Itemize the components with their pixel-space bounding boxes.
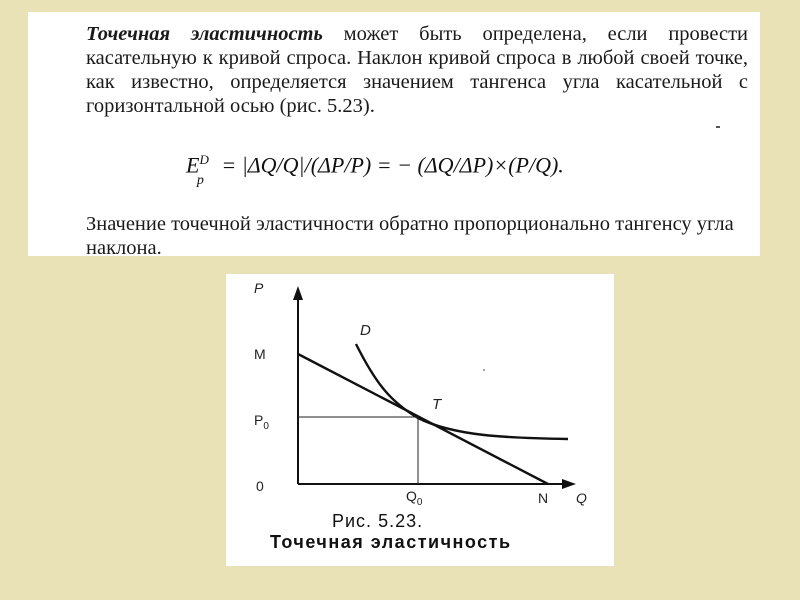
label-n: N: [538, 490, 549, 506]
label-d: D: [360, 322, 371, 339]
label-t: T: [432, 396, 442, 413]
stray-dot: [483, 369, 485, 371]
axis-label-p: P: [254, 280, 264, 296]
label-m: M: [254, 346, 266, 362]
tangent-line-mn: [298, 354, 548, 484]
formula-rhs: = |ΔQ/Q|/(ΔP/P) = − (ΔQ/ΔP)×(P/Q).: [215, 152, 564, 178]
formula-lhs-main: E: [186, 152, 200, 178]
label-p0-main: P: [254, 412, 264, 428]
figure-caption-number: Рис. 5.23.: [332, 511, 424, 531]
elasticity-formula: [186, 152, 564, 189]
label-q0: [406, 488, 422, 508]
formula-lhs-sup: D: [199, 152, 209, 167]
axis-label-q: Q: [576, 490, 587, 506]
figure-caption-title: Точечная эластичность: [270, 532, 512, 552]
label-p0: [254, 412, 269, 432]
label-origin: 0: [256, 478, 264, 494]
p-axis-arrow: [293, 286, 303, 300]
term-point-elasticity: Точечная эластичность: [86, 23, 323, 45]
figure-panel: [226, 274, 614, 566]
q-axis-arrow: [562, 479, 576, 489]
stray-mark: [716, 126, 720, 128]
formula-lhs-sub: p: [196, 173, 204, 189]
label-q0-main: Q: [406, 488, 417, 504]
paragraph-definition-body: может быть определена, если провести касательную к кривой спроса. Наклон кривой спроса в любой своей точке, как известно, определяется значением тангенса угла касательной с горизонтальной осью (рис. 5.23).: [86, 23, 749, 117]
label-p0-sub: 0: [263, 420, 269, 432]
demand-curve: [356, 344, 568, 439]
text-panel: [28, 12, 760, 259]
paragraph-definition: [86, 22, 748, 118]
label-q0-sub: 0: [416, 496, 423, 508]
paragraph-inverse-relation: Значение точечной эластичности обратно пропорционально тангенсу угла наклона.: [86, 213, 734, 259]
